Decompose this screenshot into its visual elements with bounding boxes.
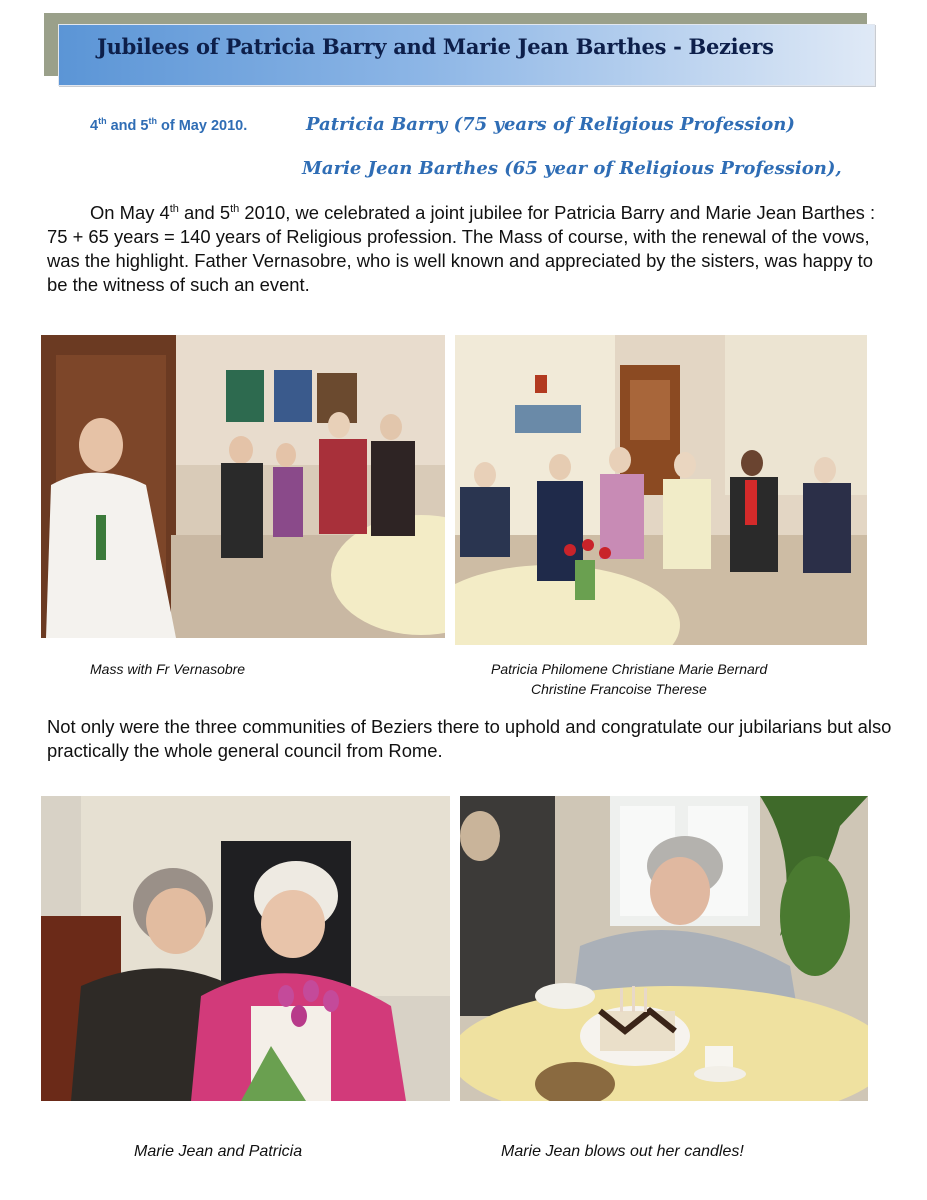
page-title: Jubilees of Patricia Barry and Marie Jean Barthes - Beziers [97,34,774,59]
intro-paragraph: On May 4th and 5th 2010, we celebrated a joint jubilee for Patricia Barry and Marie Jean Barthes : 75 + 65 years = 140 years of Religious profession. The Mass of course, with the renewal of the vows, was the highlight. Father Vernasobre, who is well known and appreciated by the sisters, was happy to be the witness of such an event. [47,202,876,295]
caption-sisters-line2: Christine Francoise Therese [531,681,707,697]
caption-sisters-line1: Patricia Philomene Christiane Marie Bernard [491,661,768,677]
communities-paragraph: Not only were the three communities of Beziers there to uphold and congratulate our jubilarians but also practically the whole general council from Rome. [47,716,892,761]
photo-sisters [455,335,867,645]
event-date: 4th and 5th of May 2010. [90,116,248,134]
caption-mass: Mass with Fr Vernasobre [90,661,246,677]
caption-candles: Marie Jean blows out her candles! [501,1143,744,1160]
photo-marie-jean-patricia [41,796,450,1101]
caption-marie-jean-patricia: Marie Jean and Patricia [134,1143,303,1160]
jubilee-line-marie-jean: Marie Jean Barthes (65 year of Religious Profession), [302,158,842,179]
photo-mass [41,335,445,638]
photo-candles [460,796,868,1101]
jubilee-line-patricia: Patricia Barry (75 years of Religious Profession) [306,114,795,135]
